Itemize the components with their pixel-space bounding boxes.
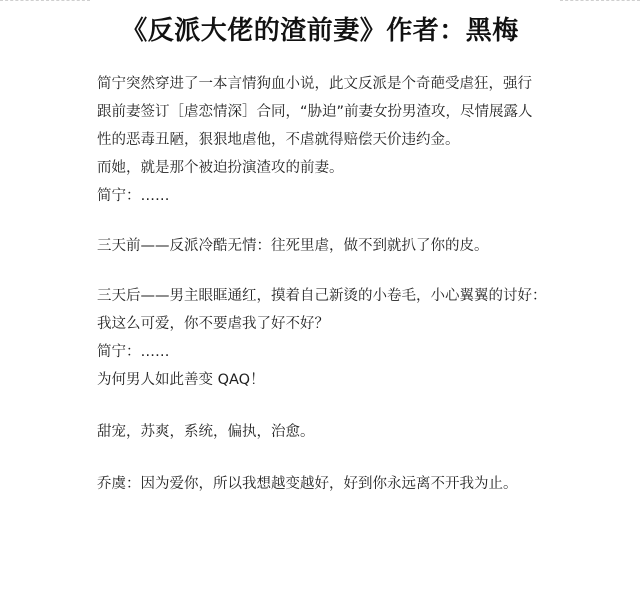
paragraph-line: 简宁：……	[97, 188, 170, 204]
page-title: 《反派大佬的渣前妻》作者：黑梅	[121, 16, 519, 46]
paragraph-line: 三天后——男主眼眶通红，摸着自己新烫的小卷毛，小心翼翼的讨好：	[97, 288, 547, 304]
paragraph-line: 性的恶毒丑陋，狠狠地虐他，不虐就得赔偿天价违约金。	[97, 132, 460, 148]
document-body	[97, 70, 617, 498]
top-edge-left	[0, 0, 90, 5]
paragraph-gap	[97, 394, 617, 418]
top-edge-right	[560, 0, 640, 5]
paragraph-gap	[97, 210, 617, 232]
paragraph-line: 甜宠，苏爽，系统，偏执，治愈。	[97, 424, 315, 440]
paragraph-line: 为何男人如此善变 QAQ！	[97, 372, 265, 388]
paragraph-gap	[97, 446, 617, 470]
paragraph-line: 简宁：……	[97, 344, 170, 360]
paragraph-gap	[97, 260, 617, 282]
paragraph-line: 简宁突然穿进了一本言情狗血小说，此文反派是个奇葩受虐狂，强行	[97, 76, 532, 92]
paragraph-line: 跟前妻签订［虐恋情深］合同，“胁迫”前妻女扮男渣攻，尽情展露人	[97, 104, 533, 120]
paragraph-line: 而她，就是那个被迫扮演渣攻的前妻。	[97, 160, 344, 176]
paragraph-line: 三天前——反派冷酷无情：往死里虐，做不到就扒了你的皮。	[97, 238, 489, 254]
paragraph-line: 乔虞：因为爱你，所以我想越变越好，好到你永远离不开我为止。	[97, 476, 518, 492]
paragraph-line: 我这么可爱，你不要虐我了好不好？	[97, 316, 329, 332]
